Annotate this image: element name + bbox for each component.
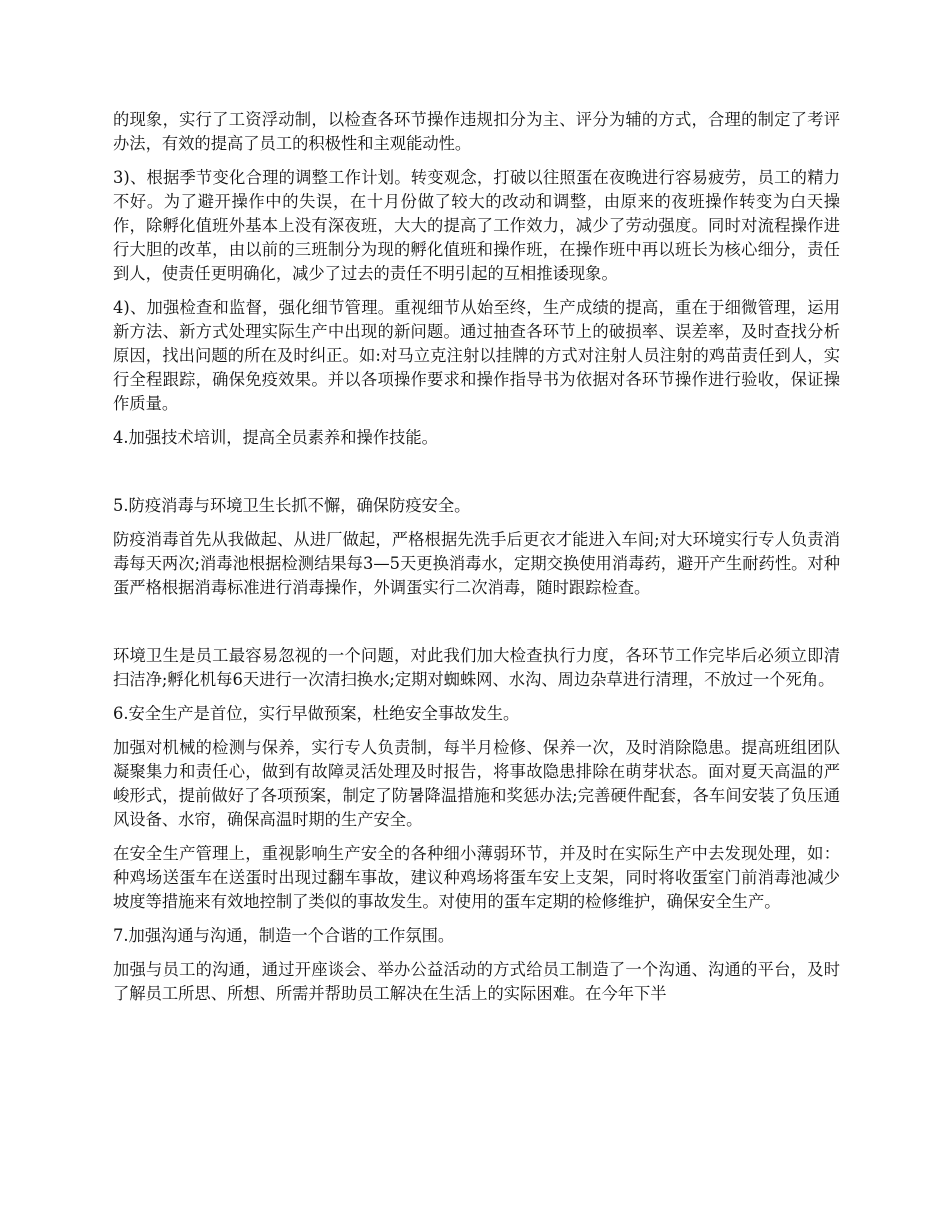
paragraph-hygiene: 环境卫生是员工最容易忽视的一个问题，对此我们加大检查执行力度，各环节工作完毕后必须立即清扫洁净;孵化机每6天进行一次清扫换水;定期对蜘蛛网、水沟、周边杂草进行清理，不放过一个死角。 xyxy=(113,646,840,689)
spacer xyxy=(113,460,840,494)
heading-communication: 7.加强沟通与沟通，制造一个合谐的工作氛围。 xyxy=(113,926,455,945)
paragraph-disinfection: 防疫消毒首先从我做起、从进厂做起，严格根据先洗手后更衣才能进入车间;对大环境实行专人负责消毒每天两次;消毒池根据检测结果每3—5天更换消毒水，定期交换使用消毒药，避开产生耐药性。对种蛋严格根据消毒标准进行消毒操作，外调蛋实行二次消毒，随时跟踪检查。 xyxy=(113,530,840,597)
paragraph-seasonal-plan: 3)、根据季节变化合理的调整工作计划。转变观念，打破以往照蛋在夜晚进行容易疲劳，员工的精力不好。为了避开操作中的失误，在十月份做了较大的改动和调整，由原来的夜班操作转变为白天操作，除孵化值班外基本上没有深夜班，大大的提高了工作效力，减少了劳动强度。同时对流程操作进行大胆的改革，由以前的三班制分为现的孵化值班和操作班，在操作班中再以班长为核心细分，责任到人，使责任更明确化，减少了过去的责任不明引起的互相推诿现象。 xyxy=(113,168,840,283)
heading-safety: 6.安全生产是首位，实行早做预案，杜绝安全事故发生。 xyxy=(113,704,520,723)
paragraph-maintenance: 加强对机械的检测与保养，实行专人负责制，每半月检修、保养一次，及时消除隐患。提高班组团队凝聚集力和责任心，做到有故障灵活处理及时报告，将事故隐患排除在萌芽状态。面对夏天高温的严峻形式，提前做好了各项预案，制定了防暑降温措施和奖惩办法;完善硬件配套，各车间安装了负压通风设备、水帘，确保高温时期的生产安全。 xyxy=(113,738,840,829)
paragraph-communication: 加强与员工的沟通，通过开座谈会、举办公益活动的方式给员工制造了一个沟通、沟通的平台，及时了解员工所思、所想、所需并帮助员工解决在生活上的实际困难。在今年下半 xyxy=(113,960,840,1003)
paragraph-safety-management: 在安全生产管理上，重视影响生产安全的各种细小薄弱环节，并及时在实际生产中去发现处理，如：种鸡场送蛋车在送蛋时出现过翻车事故，建议种鸡场将蛋车安上支架，同时将收蛋室门前消毒池减少坡度等措施来有效地控制了类似的事故发生。对使用的蛋车定期的检修维护，确保安全生产。 xyxy=(113,844,840,911)
heading-disinfection: 5.防疫消毒与环境卫生长抓不懈，确保防疫安全。 xyxy=(113,496,471,515)
paragraph-inspection: 4)、加强检查和监督，强化细节管理。重视细节从始至终，生产成绩的提高，重在于细微管理，运用新方法、新方式处理实际生产中出现的新问题。通过抽查各环节上的破损率、误差率，及时查找分析原因，找出问题的所在及时纠正。如:对马立克注射以挂牌的方式对注射人员注射的鸡苗责任到人，实行全程跟踪，确保免疫效果。并以各项操作要求和操作指导书为依据对各环节操作进行验收，保证操作质量。 xyxy=(113,298,840,413)
document-body xyxy=(113,108,840,1016)
heading-training: 4.加强技术培训，提高全员素养和操作技能。 xyxy=(113,428,438,447)
paragraph-wage-system: 的现象，实行了工资浮动制，以检查各环节操作违规扣分为主、评分为辅的方式，合理的制定了考评办法，有效的提高了员工的积极性和主观能动性。 xyxy=(113,110,840,153)
spacer xyxy=(113,610,840,644)
